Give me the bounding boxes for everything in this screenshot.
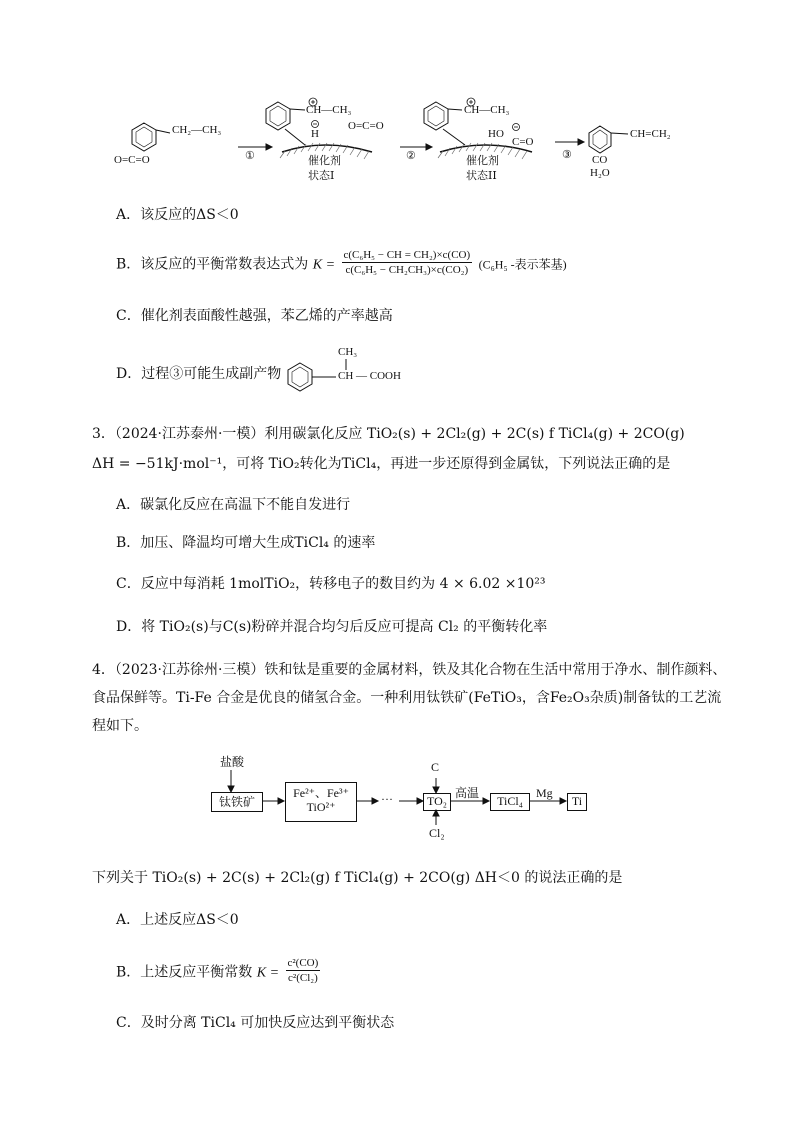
- q2-option-b-fraction: [342, 248, 473, 277]
- q2-option-b-k: K =: [312, 257, 336, 273]
- q2-option-a: A．该反应的ΔS＜0: [116, 207, 239, 223]
- q4-option-b-fraction: [286, 956, 321, 985]
- q2-option-b-numerator: c(C₆H₅ − CH = CH₂)×c(CO): [343, 249, 471, 261]
- hydroxyl-label: HO: [488, 128, 504, 140]
- q4-stem-line-2: 食品保鲜等。Ti-Fe 合金是优良的储氢合金。一种利用钛铁矿(FeTiO₃，含Fe₂O₃杂质)制备钛的工艺流: [92, 690, 722, 706]
- q4-option-b-k: K =: [256, 965, 280, 981]
- q4-option-b-prefix: B．上述反应平衡常数: [116, 964, 253, 981]
- process-flow: [200, 752, 620, 844]
- catalyst-label-2: 催化剂: [466, 154, 499, 167]
- q4-option-b: [116, 958, 322, 987]
- state-1-label: 状态I: [308, 169, 335, 182]
- q4-stem-line-3: 程如下。: [92, 718, 148, 734]
- flow-ticl4-label: TiCl₄: [497, 794, 523, 808]
- flow-tio2-label: TO₂: [427, 794, 447, 808]
- q2-option-d: D．过程③可能生成副产物: [116, 366, 282, 382]
- q2-option-c: C．催化剂表面酸性越强，苯乙烯的产率越高: [116, 308, 393, 324]
- flow-ore-label: 钛铁矿: [218, 795, 255, 809]
- styrene-chain: CH=CH₂: [630, 128, 671, 140]
- benzene-ring-2: [266, 102, 305, 145]
- flow-hcl: 盐酸: [220, 755, 245, 769]
- flow-ore-box: [211, 792, 263, 812]
- state-2-label: 状态II: [466, 169, 497, 182]
- q2-option-d-structure: [280, 344, 420, 394]
- q2-option-b-suffix: (C₆H₅ -表示苯基): [478, 257, 567, 272]
- methyl-label: CH₃: [338, 346, 358, 358]
- flow-high-temp: 高温: [455, 786, 480, 800]
- q4-option-b-denominator: c²(Cl₂): [288, 972, 318, 984]
- q3-option-b: B．加压、降温均可增大生成TiCl₄ 的速率: [116, 535, 376, 551]
- flow-magnesium: Mg: [536, 786, 553, 800]
- product-h2o: H₂O: [590, 167, 610, 179]
- adsorbed-co2-label: O=C=O: [348, 120, 384, 132]
- q2-option-b: [116, 250, 567, 279]
- flow-carbon: C: [431, 760, 440, 774]
- ethylbenzene-chain: CH₂—CH₃: [172, 124, 222, 136]
- flow-ions-bottom: TiO²⁺: [306, 800, 336, 814]
- q4-option-b-numerator: c²(CO): [287, 957, 319, 969]
- benzene-ring-1: [132, 123, 170, 151]
- benzene-ring-4: [589, 126, 628, 153]
- catalyst-label-1: 催化剂: [308, 154, 341, 167]
- product-co: CO: [592, 154, 608, 166]
- reaction-scheme: [100, 90, 700, 190]
- flow-ions-box: [285, 782, 357, 822]
- flow-dots: ···: [381, 792, 393, 806]
- flow-ti-box: [567, 793, 587, 811]
- q4-option-c: C．及时分离 TiCl₄ 可加快反应达到平衡状态: [116, 1015, 395, 1031]
- cation-1-label: CH—CH₃: [306, 104, 352, 116]
- q3-option-d: D．将 TiO₂(s)与C(s)粉碎并混合均匀后反应可提高 Cl₂ 的平衡转化率: [116, 619, 548, 635]
- cation-2-label: CH—CH₃: [464, 104, 510, 116]
- flow-chlorine: Cl₂: [429, 826, 445, 840]
- q2-option-b-denominator: c(C₆H₅ − CH₂CH₃)×c(CO₂): [345, 264, 469, 276]
- benzene-ring-3: [424, 102, 465, 145]
- step-2-label: ②: [406, 150, 416, 162]
- chain-label: CH — COOH: [338, 370, 401, 382]
- flow-ti-label: Ti: [571, 794, 583, 808]
- scheme-drawing: [100, 90, 700, 190]
- process-flow-arrows: [200, 752, 620, 844]
- flow-tio2-box: [423, 793, 451, 811]
- co2-reactant: O=C=O: [114, 154, 150, 166]
- q3-option-c: C．反应中每消耗 1molTiO₂，转移电子的数目约为 4 × 6.02 ×10²³: [116, 576, 546, 592]
- q3-stem-line-2: ΔH = −51kJ·mol⁻¹，可将 TiO₂转化为TiCl₄，再进一步还原得到金属钛，下列说法正确的是: [92, 456, 671, 472]
- step-3-label: ③: [562, 149, 572, 161]
- flow-ions-top: Fe²⁺、Fe³⁺: [293, 786, 349, 800]
- flow-ticl4-box: [490, 793, 530, 811]
- step-1-label: ①: [245, 150, 255, 162]
- carbonyl-label: C=O: [512, 136, 534, 148]
- q2-option-b-prefix: B．该反应的平衡常数表达式为: [116, 256, 309, 273]
- q4-option-a: A．上述反应ΔS＜0: [116, 912, 239, 928]
- hydride-label: H: [311, 128, 319, 140]
- q4-question-stem: 下列关于 TiO₂(s) + 2C(s) + 2Cl₂(g) f TiCl₄(g) + 2CO(g) ΔH＜0 的说法正确的是: [92, 870, 623, 886]
- q3-option-a: A．碳氯化反应在高温下不能自发进行: [116, 497, 351, 513]
- q3-stem-line-1: 3．（2024·江苏泰州·一模）利用碳氯化反应 TiO₂(s) + 2Cl₂(g) + 2C(s) f TiCl₄(g) + 2CO(g): [92, 426, 685, 442]
- q4-stem-line-1: 4．（2023·江苏徐州·三模）铁和钛是重要的金属材料，铁及其化合物在生活中常用于净水、制作颜料、: [92, 662, 727, 678]
